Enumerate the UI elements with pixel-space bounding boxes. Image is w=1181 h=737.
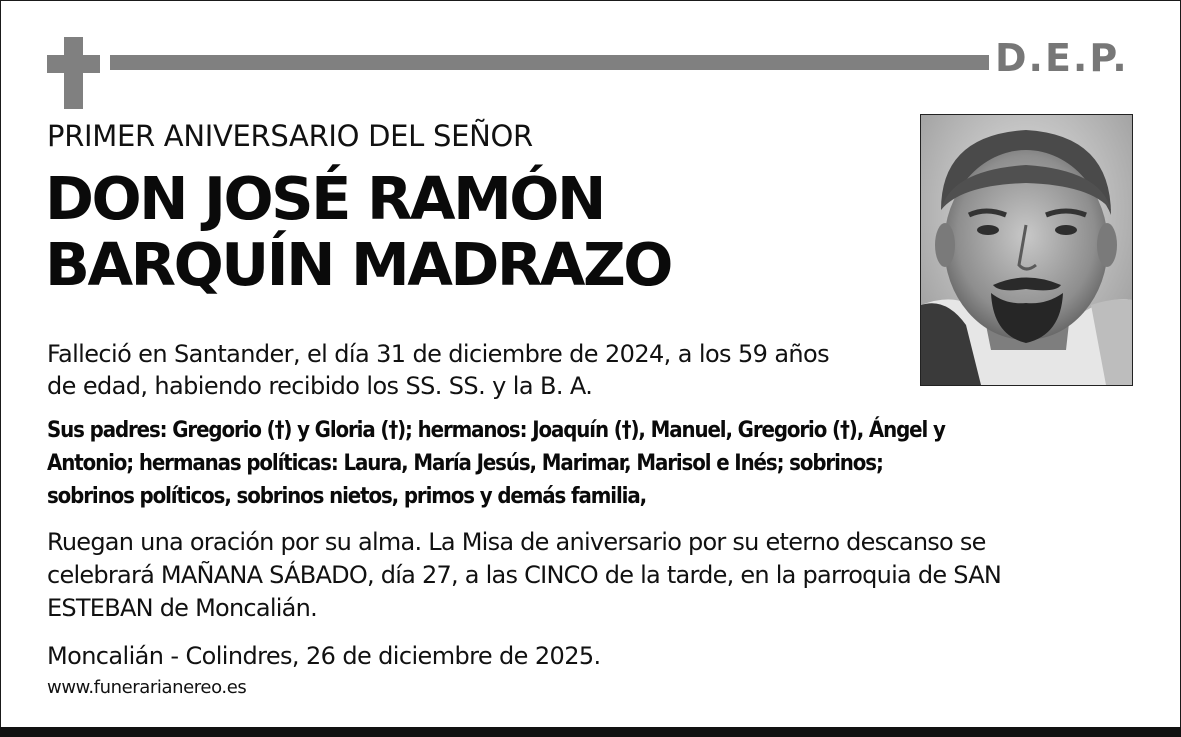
family-list-line3: sobrinos políticos, sobrinos nietos, primos y demás familia,: [47, 484, 646, 509]
mass-announcement: [47, 526, 1147, 625]
deceased-name: [45, 166, 905, 298]
death-details-line2: de edad, habiendo recibido los SS. SS. y la B. A.: [47, 372, 593, 400]
death-details-line1: Falleció en Santander, el día 31 de diciembre de 2024, a los 59 años: [47, 340, 830, 368]
family-list-line1: Sus padres: Gregorio (†) y Gloria (†); hermanos: Joaquín (†), Manuel, Gregorio (†), Ángel y: [47, 418, 945, 443]
mass-announcement-line3: ESTEBAN de Moncalián.: [47, 594, 317, 622]
mass-announcement-line1: Ruegan una oración por su alma. La Misa de aniversario por su eterno descanso se: [47, 528, 986, 556]
family-list-line2: Antonio; hermanas políticas: Laura, María Jesús, Marimar, Marisol e Inés; sobrinos;: [47, 451, 883, 476]
dep-label: D.E.P.: [995, 36, 1129, 80]
place-and-date: Moncalián - Colindres, 26 de diciembre de 2025.: [47, 642, 601, 670]
cross-icon: [47, 55, 100, 73]
cross-icon-vertical: [64, 37, 83, 109]
family-list: [47, 414, 1147, 513]
anniversary-heading: PRIMER ANIVERSARIO DEL SEÑOR: [47, 119, 533, 153]
portrait-photo: [920, 114, 1133, 386]
funeral-home-website: www.funerarianereo.es: [47, 677, 247, 698]
death-details: [47, 338, 907, 402]
mass-announcement-line2: celebrará MAÑANA SÁBADO, día 27, a las CINCO de la tarde, en la parroquia de SAN: [47, 561, 1002, 589]
header-rule: [110, 55, 989, 70]
deceased-name-line2: BARQUÍN MADRAZO: [45, 230, 671, 299]
bottom-border: [0, 727, 1181, 737]
deceased-name-line1: DON JOSÉ RAMÓN: [45, 164, 604, 233]
